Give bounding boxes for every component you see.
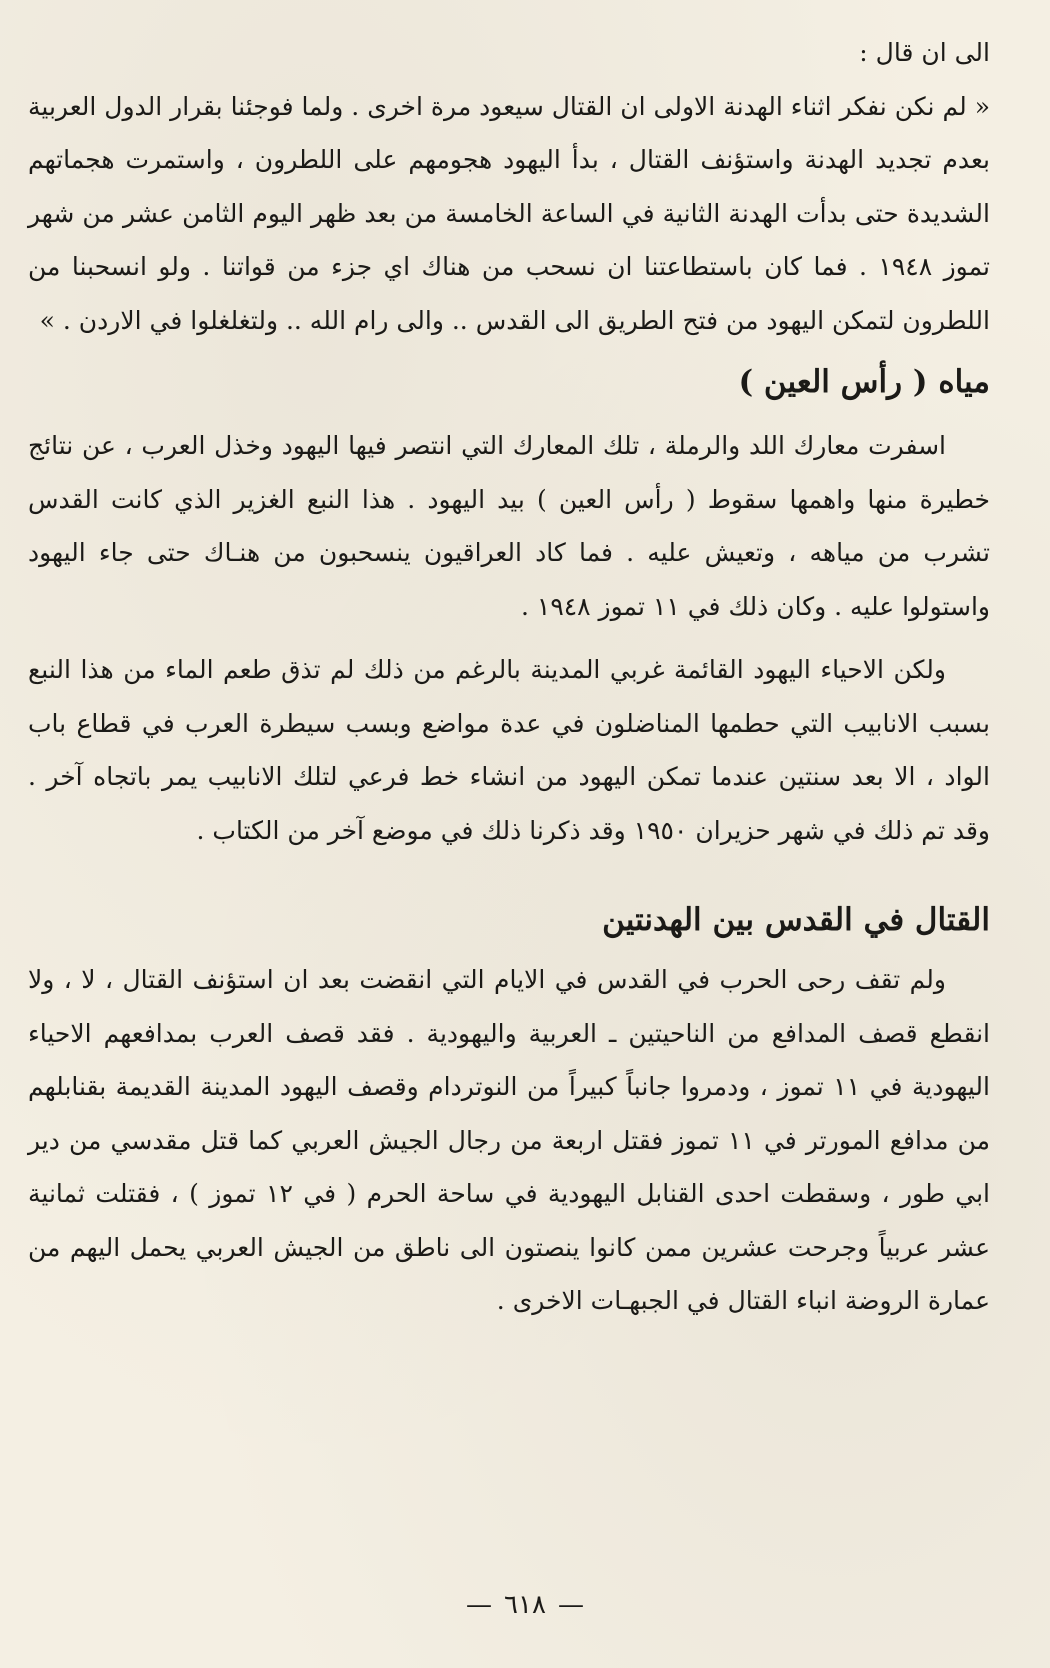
section-heading-ras-al-ain: مياه ( رأس العين ) (738, 364, 990, 400)
quoted-statement: « لم نكن نفكر اثناء الهدنة الاولى ان القتال سيعود مرة اخرى . ولما فوجئنا بقرار الدول العربية بعدم تجديد الهدنة واستؤنف القتال ، بدأ اليهود هجومهم على اللطرون ، واستمرت هجماتهم الشديدة حتى بدأت الهدنة الثانية في الساعة الخامسة من بعد ظهر اليوم الثامن عشر من شهر تموز ١٩٤٨ . فما كان باستطاعتنا ان نسحب من هناك اي جزء من قواتنا . ولو انسحبنا من اللطرون لتمكن اليهود من فتح الطريق الى القدس .. والى رام الله .. ولتغلغلوا في الاردن . » (28, 91, 990, 335)
page-number (0, 1590, 1050, 1620)
paragraph: ولم تقف رحى الحرب في القدس في الايام التي انقضت بعد ان استؤنف القتال ، لا ، ولا انقطع قصف المدافع من الناحيتين ـ العربية واليهودية . فقد قصف العرب بمدافعهم الاحياء اليهودية في ١١ تموز ، ودمروا جانباً كبيراً من النوتردام وقصف اليهود المدينة القديمة بقنابلهم من مدافع المورتر في ١١ تموز فقتل اربعة من رجال الجيش العربي كما قتل مقدسي من دير ابي طور ، وسقطت احدى القنابل اليهودية في ساحة الحرم ( في ١٢ تموز ) ، فقتلت ثمانية عشر عربياً وجرحت عشرين ممن كانوا ينصتون الى ناطق من الجيش العربي يحمل اليهم من عمارة الروضة انباء القتال في الجبهـات الاخرى . (28, 965, 990, 1315)
page-number-dash-right: — (466, 1590, 493, 1620)
page-number-value: ٦١٨ (504, 1590, 546, 1620)
section-heading-jerusalem-fighting: القتال في القدس بين الهدنتين (602, 902, 990, 938)
page-number-dash-left: — (557, 1590, 584, 1620)
intro-line: الى ان قال : (859, 38, 990, 67)
paragraph-gap (28, 633, 990, 643)
page-text (28, 26, 990, 1328)
paragraph: ولكن الاحياء اليهود القائمة غربي المدينة بالرغم من ذلك لم تذق طعم الماء من هذا النبع بسبب الانابيب التي حطمها المناضلون في عدة مواضع وبسب سيطرة العرب في قطاع باب الواد ، الا بعد سنتين عندما تمكن اليهود من انشاء خط فرعي لتلك الانابيب يمر باتجاه آخر . وقد تم ذلك في شهر حزيران ١٩٥٠ وقد ذكرنا ذلك في موضع آخر من الكتاب . (28, 655, 990, 845)
paragraph: اسفرت معارك اللد والرملة ، تلك المعارك التي انتصر فيها اليهود وخذل العرب ، عن نتائج خطيرة منها واهمها سقوط ( رأس العين ) بيد اليهود . هذا النبع الغزير الذي كانت القدس تشرب من مياهه ، وتعيش عليه . فما كاد العراقيون ينسحبون من هنـاك حتى جاء اليهود واستولوا عليه . وكان ذلك في ١١ تموز ١٩٤٨ . (28, 431, 990, 621)
